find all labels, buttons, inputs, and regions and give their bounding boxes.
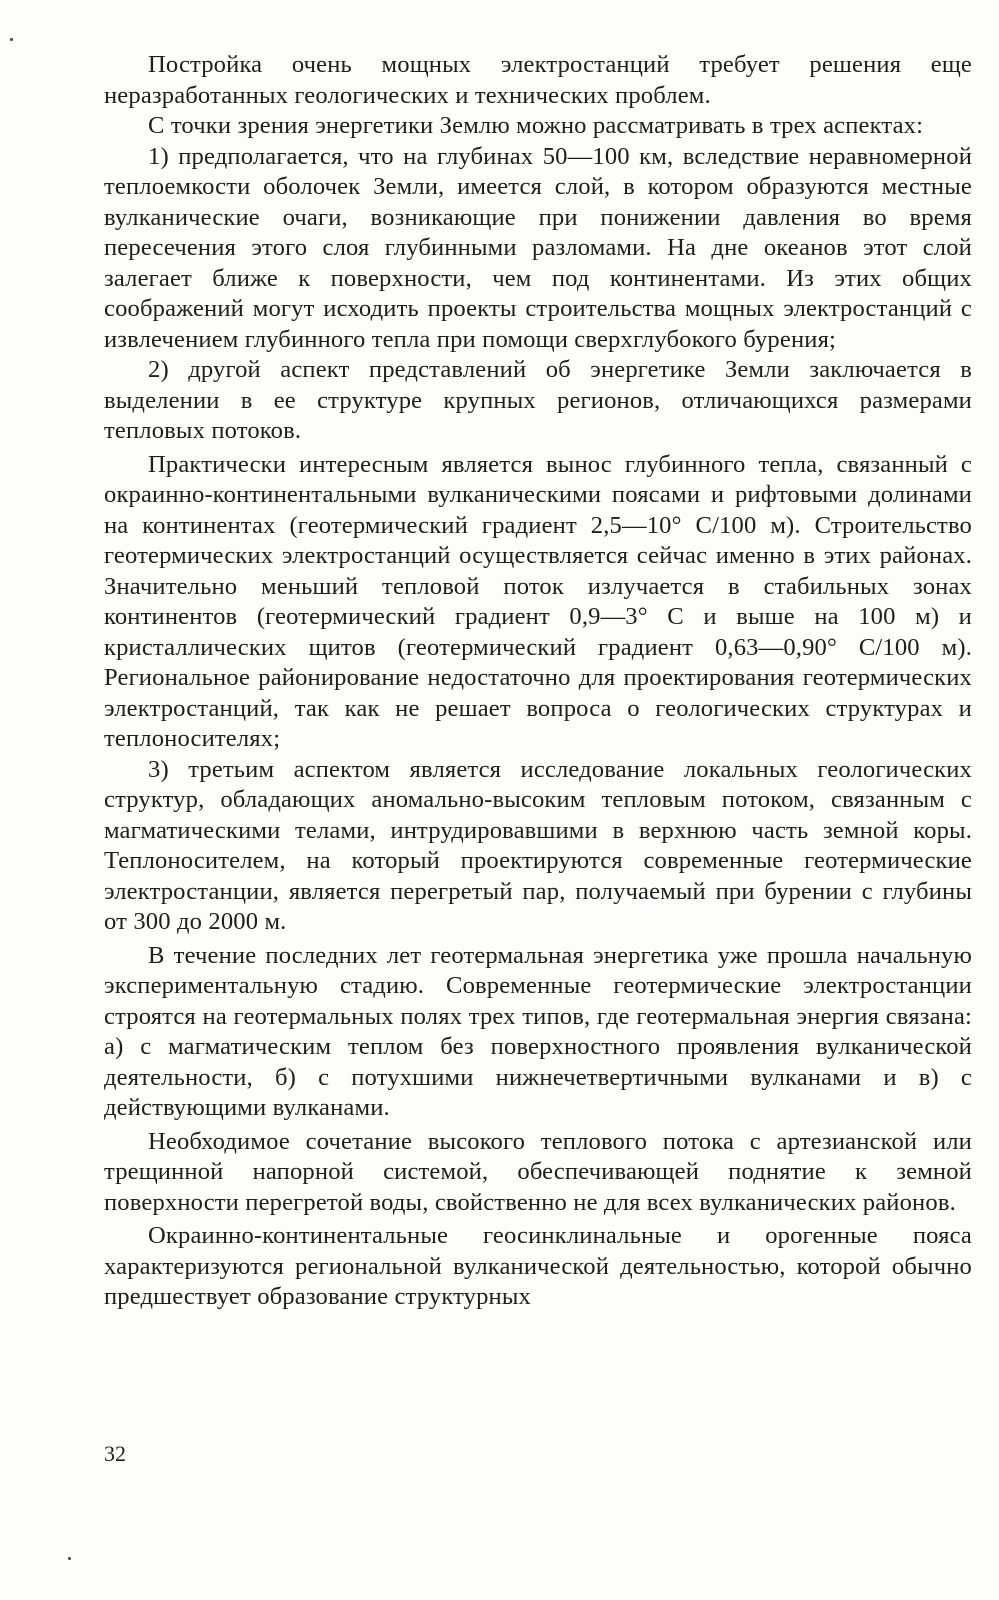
paragraph-1: Постройка очень мощных электростанций требует решения еще неразработанных геологических и технических проблем.: [104, 51, 972, 109]
paragraph-4: 2) другой аспект представлений об энергетике Земли заключается в выделении в ее структуре крупных регионов, отличающихся размерами тепловых потоков.: [104, 356, 972, 444]
paragraph-5: Практически интересным является вынос глубинного тепла, связанный с окраинно-континентальными вулканическими поясами и рифтовыми долинами на континентах (геотермический градиент 2,5—10° С/100 м). Строительство геотермических электростанций осуществляется сейчас именно в этих районах. Значительно меньший тепловой поток излучается в стабильных зонах континентов (геотермический градиент 0,9—3° С и выше на 100 м) и кристаллических щитов (геотермический градиент 0,63—0,90° С/100 м). Региональное районирование недостаточно для проектирования геотермических электростанций, так как не решает вопроса о геологических структурах и теплоносителях;: [104, 450, 972, 752]
paragraph-9: Окраинно-континентальные геосинклинальные и орогенные пояса характеризуются региональной вулканической деятельностью, которой обычно предшествует образование структурных: [104, 1222, 972, 1310]
paragraph-8: Необходимое сочетание высокого теплового потока с артезианской или трещинной напорной системой, обеспечивающей поднятие к земной поверхности перегретой воды, свойственно не для всех вулканических районов.: [104, 1127, 972, 1216]
scan-speck: [68, 1557, 71, 1560]
paragraph-7: В течение последних лет геотермальная энергетика уже прошла начальную экспериментальную стадию. Современные геотермические электростанции строятся на геотермальных полях трех типов, где геотермальная энергия связана: а) с магматическим теплом без поверхностного проявления вулканической деятельности, б) с потухшими нижнечетвертичными вулканами и в) с действующими вулканами.: [104, 941, 972, 1121]
paragraph-3: 1) предполагается, что на глубинах 50—100 км, вследствие неравномерной теплоемкости оболочек Земли, имеется слой, в котором образуются местные вулканические очаги, возникающие при понижении давления во время пересечения этого слоя глубинными разломами. На дне океанов этот слой залегает ближе к поверхности, чем под континентами. Из этих общих соображений могут исходить проекты строительства мощных электростанций с извлечением глубинного тепла при помощи сверхглубокого бурения;: [104, 142, 972, 353]
scan-speck: [10, 38, 13, 41]
page-number: 32: [104, 1441, 126, 1466]
paragraph-6: 3) третьим аспектом является исследование локальных геологических структур, обладающих аномально-высоким тепловым потоком, связанным с магматическими телами, интрудировавшими в верхнюю часть земной коры. Теплоносителем, на который проектируются современные геотермические электростанции, является перегретый пар, получаемый при бурении с глубины от 300 до 2000 м.: [104, 755, 972, 935]
body-text: [104, 50, 972, 1313]
paragraph-2: С точки зрения энергетики Землю можно рассматривать в трех аспектах:: [148, 112, 924, 139]
